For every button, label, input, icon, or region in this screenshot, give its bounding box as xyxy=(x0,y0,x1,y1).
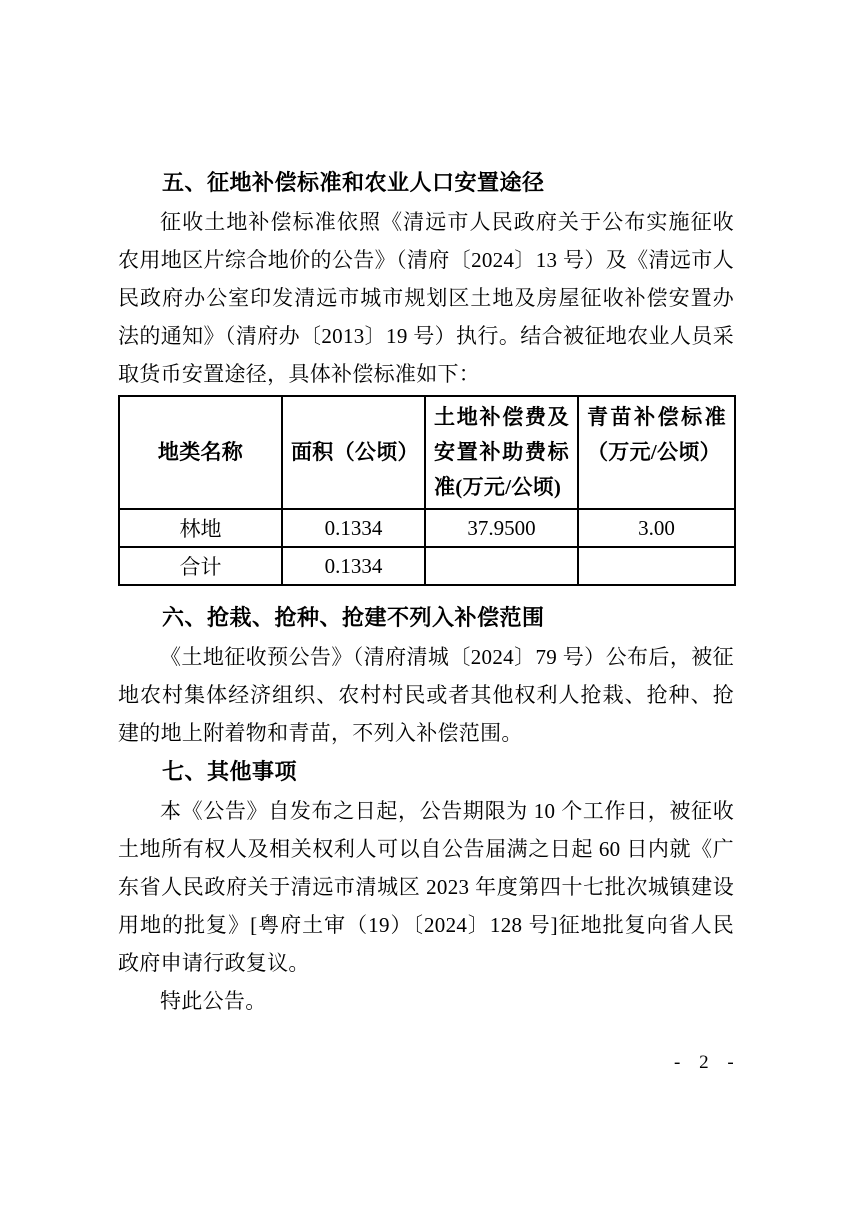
cell-land-type: 林地 xyxy=(119,509,282,547)
section-7-paragraph: 本《公告》自发布之日起，公告期限为 10 个工作日，被征收土地所有权人及相关权利人可以自公告届满之日起 60 日内就《广东省人民政府关于清远市清城区 2023 年度第四十七批次城镇建设用地的批复》[粤府土审（19）〔2024〕128 号]征地批复向省人民政府申请行政复议。 xyxy=(118,799,734,975)
document-content xyxy=(118,163,734,1020)
cell-land-type: 合计 xyxy=(119,547,282,585)
cell-land-compensation xyxy=(425,547,578,585)
cell-land-compensation: 37.9500 xyxy=(425,509,578,547)
section-6-heading: 六、抢栽、抢种、抢建不列入补偿范围 xyxy=(162,605,545,630)
page-number: - 2 - xyxy=(674,1052,741,1073)
col-header-seedling-compensation-rate: 青苗补偿标准（万元/公顷） xyxy=(578,396,735,509)
section-6-paragraph: 《土地征收预公告》（清府清城〔2024〕79 号）公布后，被征地农村集体经济组织、农村村民或者其他权利人抢栽、抢种、抢建的地上附着物和青苗，不列入补偿范围。 xyxy=(118,645,734,745)
cell-area: 0.1334 xyxy=(282,547,425,585)
section-7-heading: 七、其他事项 xyxy=(162,759,298,784)
compensation-table xyxy=(118,395,736,586)
section-7 xyxy=(118,752,734,1020)
section-5-paragraph: 征收土地补偿标准依照《清远市人民政府关于公布实施征收农用地区片综合地价的公告》（清府〔2024〕13 号）及《清远市人民政府办公室印发清远市城市规划区土地及房屋征收补偿安置办法的通知》（清府办〔2013〕19 号）执行。结合被征地农业人员采取货币安置途径，具体补偿标准如下： xyxy=(118,210,734,386)
col-header-land-compensation-rate: 土地补偿费及安置补助费标准(万元/公顷) xyxy=(425,396,578,509)
compensation-table-header-row xyxy=(119,396,735,509)
table-row-total xyxy=(119,547,735,585)
closing-statement: 特此公告。 xyxy=(160,989,267,1013)
col-header-land-type: 地类名称 xyxy=(119,396,282,509)
section-6 xyxy=(118,598,734,752)
section-5-heading: 五、征地补偿标准和农业人口安置途径 xyxy=(162,170,545,195)
cell-area: 0.1334 xyxy=(282,509,425,547)
section-5 xyxy=(118,163,734,393)
cell-seedling-compensation: 3.00 xyxy=(578,509,735,547)
cell-seedling-compensation xyxy=(578,547,735,585)
table-row-forest-land xyxy=(119,509,735,547)
col-header-area: 面积（公顷） xyxy=(282,396,425,509)
